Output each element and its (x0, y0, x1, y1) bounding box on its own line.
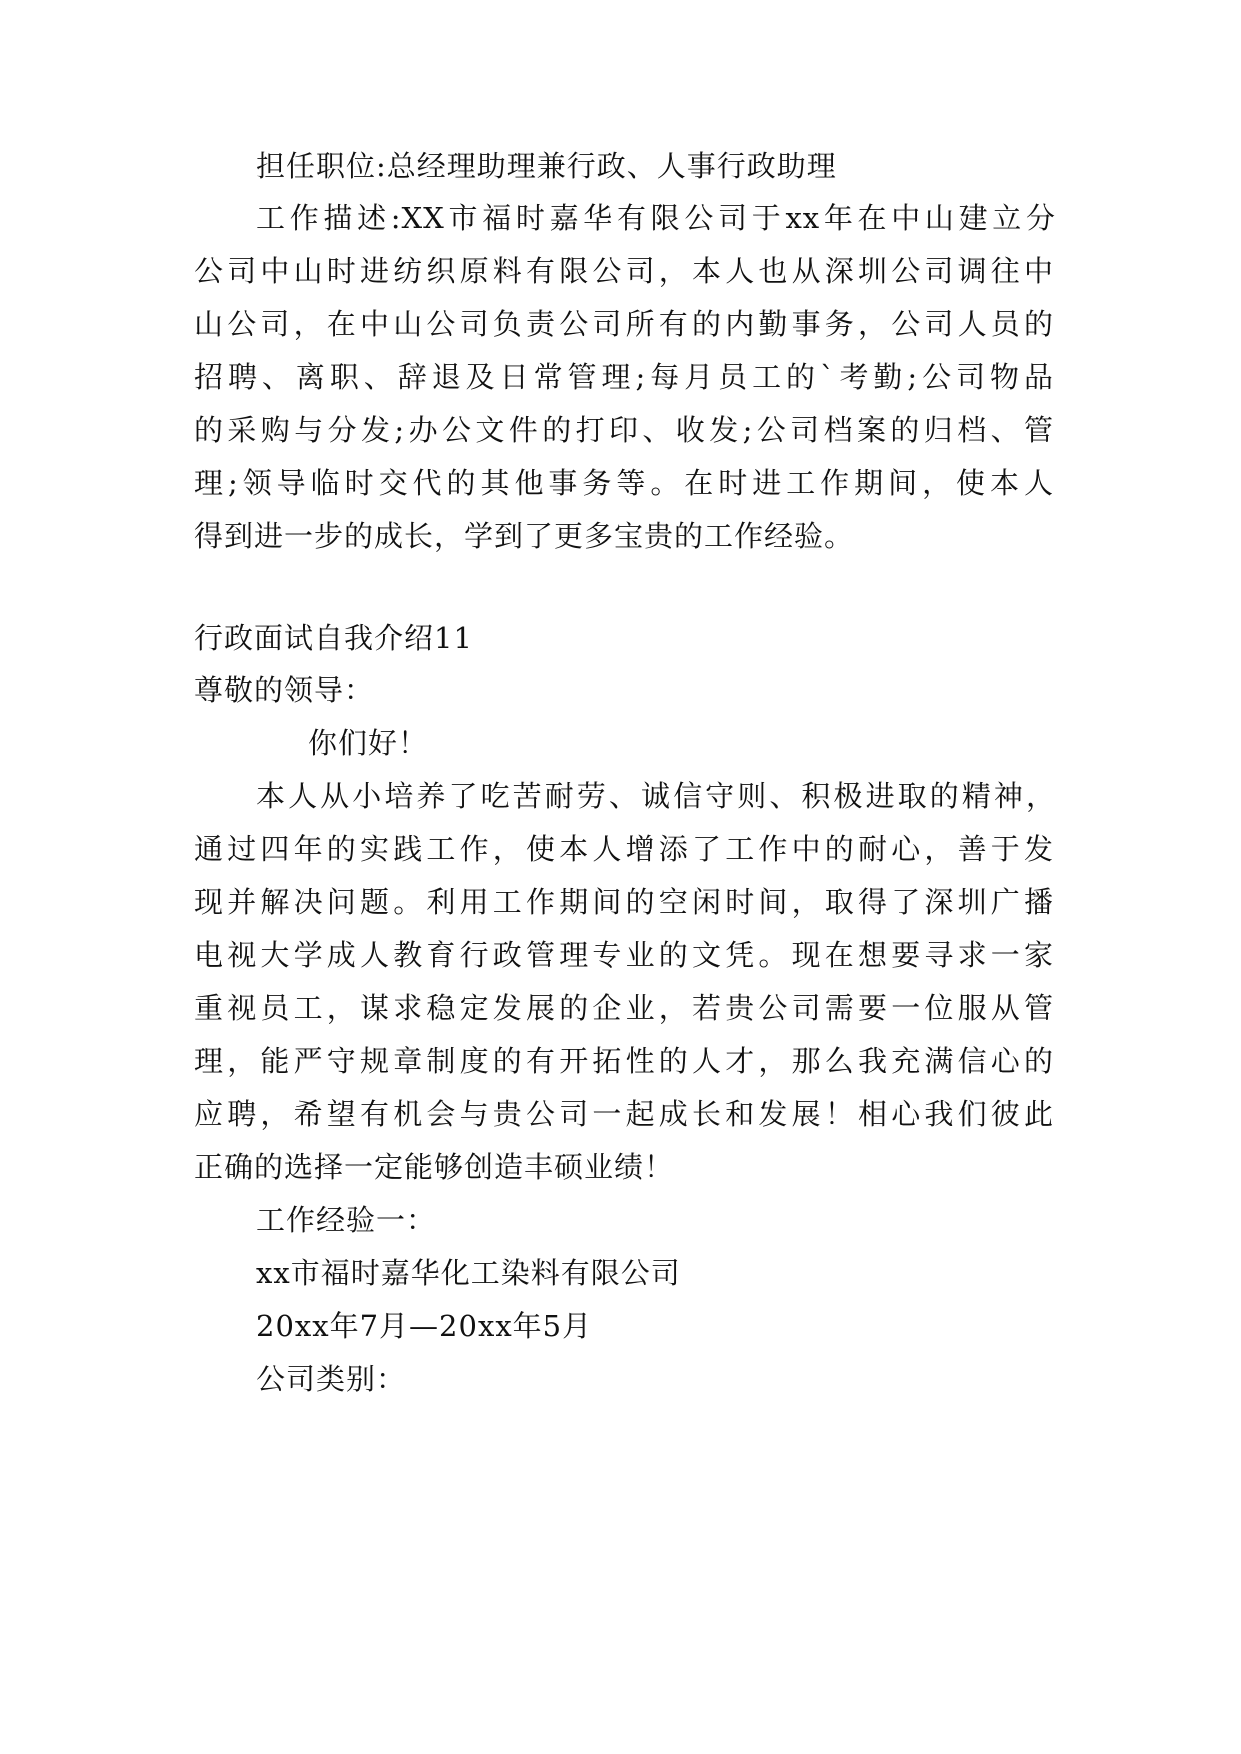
body-line-7: 应聘，希望有机会与贵公司一起成长和发展！相心我们彼此 (194, 1097, 1054, 1131)
description-line-4: 招聘、离职、辞退及日常管理;每月员工的`考勤;公司物品 (194, 360, 1054, 394)
salutation: 尊敬的领导： (194, 673, 375, 707)
body-line-5: 重视员工，谋求稳定发展的企业，若贵公司需要一位服从管 (194, 991, 1054, 1025)
description-line-3: 山公司，在中山公司负责公司所有的内勤事务，公司人员的 (194, 307, 1054, 341)
body-line-1: 本人从小培养了吃苦耐劳、诚信守则、积极进取的精神， (256, 779, 1056, 813)
body-line-2: 通过四年的实践工作，使本人增添了工作中的耐心，善于发 (194, 832, 1054, 866)
body-line-3: 现并解决问题。利用工作期间的空闲时间，取得了深圳广播 (194, 885, 1054, 919)
body-line-4: 电视大学成人教育行政管理专业的文凭。现在想要寻求一家 (194, 938, 1054, 972)
description-line-5: 的采购与分发;办公文件的打印、收发;公司档案的归档、管 (194, 413, 1054, 447)
body-line-8: 正确的选择一定能够创造丰硕业绩！ (194, 1150, 675, 1184)
employment-period: 20xx年7月—20xx年5月 (256, 1309, 593, 1343)
greeting: 你们好！ (308, 726, 429, 760)
section-title: 行政面试自我介绍11 (194, 621, 473, 655)
description-line-2: 公司中山时进纺织原料有限公司，本人也从深圳公司调往中 (194, 254, 1054, 288)
company-type-label: 公司类别： (256, 1362, 407, 1396)
position-line: 担任职位:总经理助理兼行政、人事行政助理 (256, 149, 837, 183)
description-line-6: 理;领导临时交代的其他事务等。在时进工作期间，使本人 (194, 466, 1054, 500)
body-line-6: 理，能严守规章制度的有开拓性的人才，那么我充满信心的 (194, 1044, 1054, 1078)
description-line-7: 得到进一步的成长，学到了更多宝贵的工作经验。 (194, 519, 855, 553)
experience-heading: 工作经验一： (256, 1203, 437, 1237)
company-name: xx市福时嘉华化工染料有限公司 (256, 1256, 681, 1290)
description-line-1: 工作描述:XX市福时嘉华有限公司于xx年在中山建立分 (256, 201, 1056, 235)
